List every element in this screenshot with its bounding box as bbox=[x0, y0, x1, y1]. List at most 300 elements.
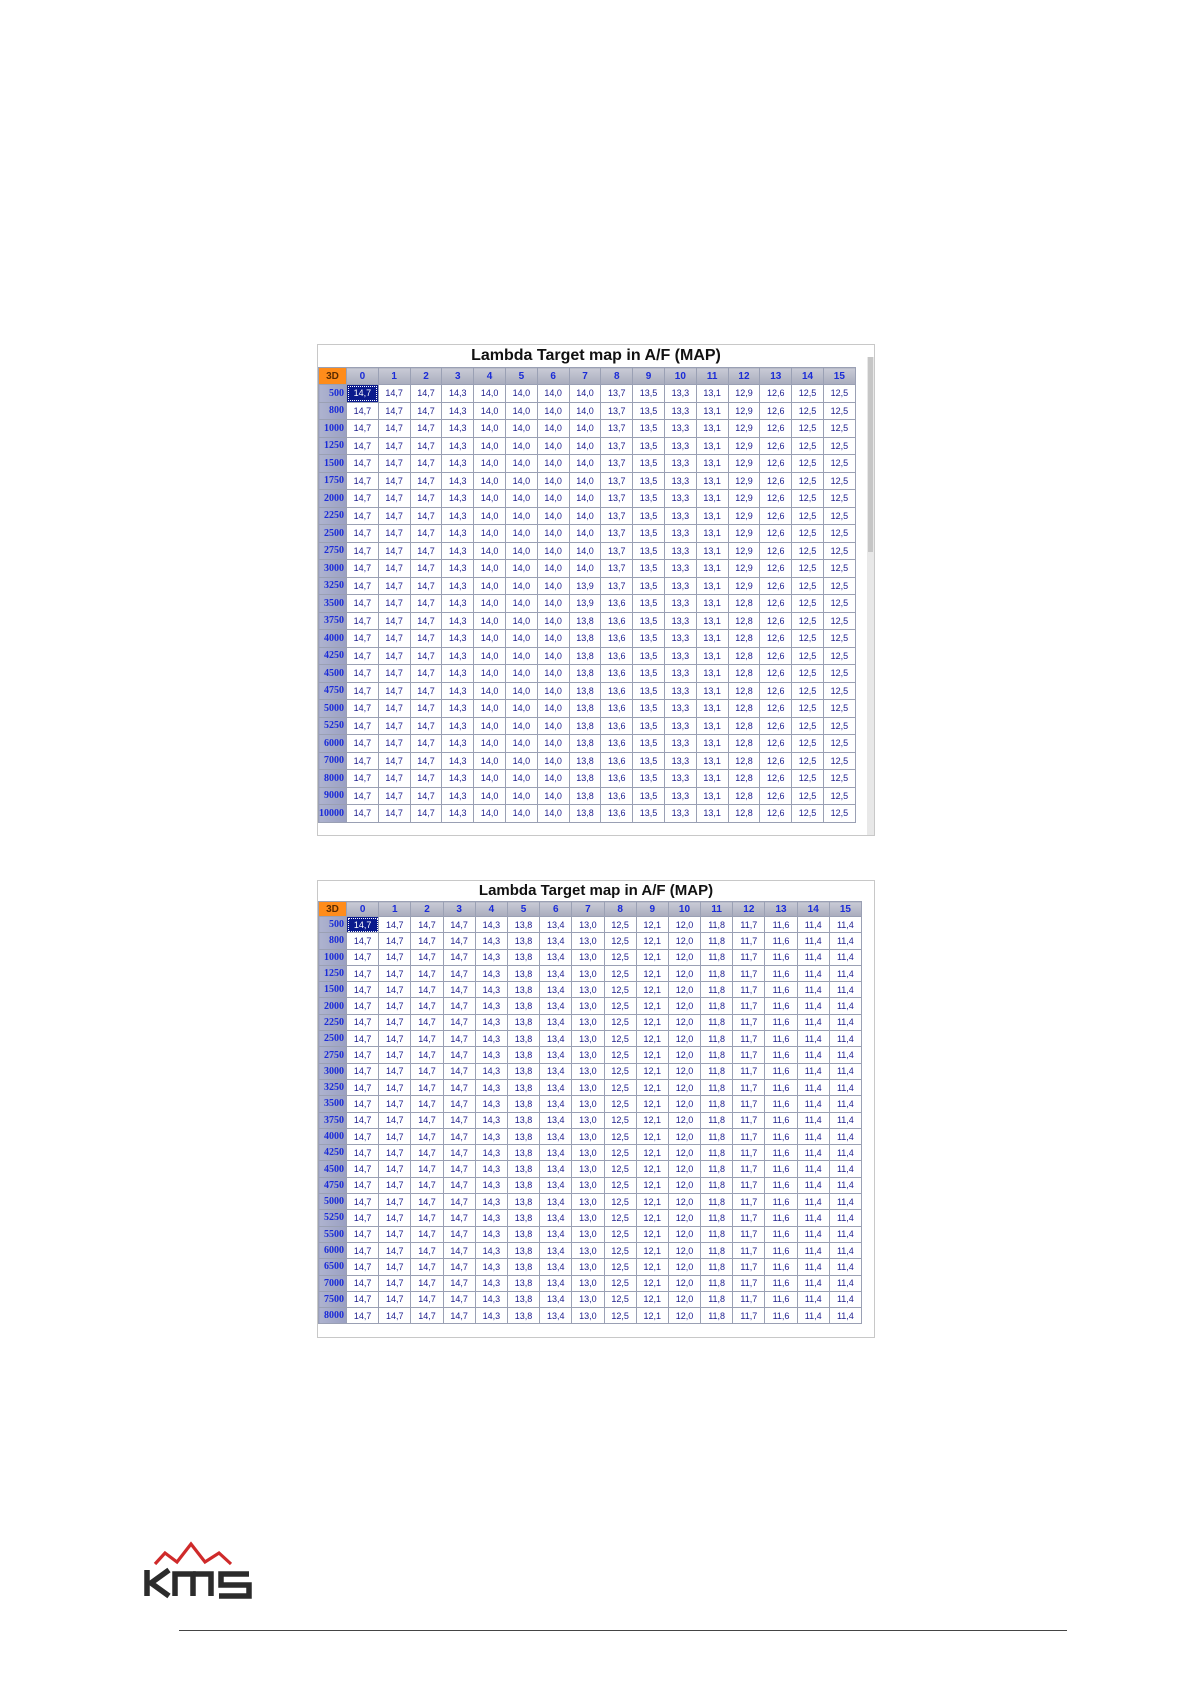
map-cell[interactable]: 11,7 bbox=[733, 1079, 765, 1095]
map-cell[interactable]: 12,5 bbox=[604, 1128, 636, 1144]
map-cell[interactable]: 14,0 bbox=[505, 437, 537, 455]
map-cell[interactable]: 11,7 bbox=[733, 1031, 765, 1047]
map-cell[interactable]: 12,6 bbox=[760, 665, 792, 683]
map-cell[interactable]: 13,5 bbox=[633, 770, 665, 788]
map-cell[interactable]: 13,4 bbox=[540, 1210, 572, 1226]
map-cell[interactable]: 12,5 bbox=[604, 1259, 636, 1275]
map-cell[interactable]: 14,3 bbox=[475, 1194, 507, 1210]
map-cell[interactable]: 13,8 bbox=[507, 1226, 539, 1242]
map-cell[interactable]: 14,7 bbox=[411, 965, 443, 981]
map-cell[interactable]: 14,7 bbox=[379, 998, 411, 1014]
map-cell[interactable]: 11,7 bbox=[733, 1112, 765, 1128]
map-cell[interactable]: 14,0 bbox=[537, 665, 569, 683]
map-cell[interactable]: 11,4 bbox=[797, 1079, 829, 1095]
map-cell[interactable]: 13,1 bbox=[696, 612, 728, 630]
map-cell[interactable]: 14,3 bbox=[475, 933, 507, 949]
map-cell[interactable]: 11,4 bbox=[829, 1063, 861, 1079]
map-cell[interactable]: 14,3 bbox=[442, 420, 474, 438]
map-cell[interactable]: 12,5 bbox=[823, 717, 855, 735]
map-cell[interactable]: 12,9 bbox=[728, 420, 760, 438]
map-cell[interactable]: 13,8 bbox=[569, 805, 601, 823]
map-cell[interactable]: 11,8 bbox=[701, 1047, 733, 1063]
row-header-rpm[interactable]: 3000 bbox=[319, 1063, 347, 1079]
map-cell[interactable]: 13,8 bbox=[569, 630, 601, 648]
map-cell[interactable]: 14,7 bbox=[378, 752, 410, 770]
map-cell[interactable]: 12,5 bbox=[823, 490, 855, 508]
map-cell[interactable]: 11,4 bbox=[829, 1161, 861, 1177]
map-cell[interactable]: 12,1 bbox=[636, 1079, 668, 1095]
map-cell[interactable]: 13,4 bbox=[540, 1096, 572, 1112]
map-cell[interactable]: 14,0 bbox=[505, 455, 537, 473]
map-cell[interactable]: 12,1 bbox=[636, 1031, 668, 1047]
map-cell[interactable]: 13,8 bbox=[507, 1096, 539, 1112]
map-cell[interactable]: 13,7 bbox=[601, 577, 633, 595]
column-header[interactable]: 11 bbox=[696, 368, 728, 385]
row-header-rpm[interactable]: 3250 bbox=[319, 1079, 347, 1095]
map-cell[interactable]: 14,3 bbox=[442, 560, 474, 578]
map-cell[interactable]: 14,0 bbox=[474, 647, 506, 665]
map-cell[interactable]: 13,4 bbox=[540, 1242, 572, 1258]
map-cell[interactable]: 13,1 bbox=[696, 682, 728, 700]
map-cell[interactable]: 14,0 bbox=[537, 717, 569, 735]
map-cell[interactable]: 14,3 bbox=[475, 1308, 507, 1324]
map-cell[interactable]: 14,0 bbox=[505, 752, 537, 770]
map-cell[interactable]: 14,7 bbox=[410, 595, 442, 613]
map-cell[interactable]: 11,8 bbox=[701, 1145, 733, 1161]
column-header[interactable]: 4 bbox=[474, 368, 506, 385]
map-cell[interactable]: 14,7 bbox=[443, 982, 475, 998]
map-cell[interactable]: 12,5 bbox=[604, 1063, 636, 1079]
map-cell[interactable]: 14,3 bbox=[442, 665, 474, 683]
map-cell[interactable]: 13,5 bbox=[633, 787, 665, 805]
map-cell[interactable]: 12,8 bbox=[728, 647, 760, 665]
row-header-rpm[interactable]: 2250 bbox=[319, 507, 347, 525]
map-cell[interactable]: 14,7 bbox=[378, 595, 410, 613]
map-cell[interactable]: 13,6 bbox=[601, 735, 633, 753]
map-cell[interactable]: 13,4 bbox=[540, 1112, 572, 1128]
map-cell[interactable]: 13,8 bbox=[507, 982, 539, 998]
map-cell[interactable]: 14,7 bbox=[410, 385, 442, 403]
map-cell[interactable]: 12,5 bbox=[604, 1242, 636, 1258]
map-cell[interactable]: 11,4 bbox=[829, 1308, 861, 1324]
row-header-rpm[interactable]: 4000 bbox=[319, 1128, 347, 1144]
map-cell[interactable]: 14,0 bbox=[505, 735, 537, 753]
map-cell[interactable]: 12,5 bbox=[604, 1308, 636, 1324]
map-cell[interactable]: 14,7 bbox=[378, 735, 410, 753]
map-cell[interactable]: 12,5 bbox=[792, 595, 824, 613]
map-cell[interactable]: 11,4 bbox=[829, 1096, 861, 1112]
row-header-rpm[interactable]: 1750 bbox=[319, 472, 347, 490]
map-cell[interactable]: 13,7 bbox=[601, 385, 633, 403]
map-cell[interactable]: 14,7 bbox=[410, 402, 442, 420]
map-cell[interactable]: 12,6 bbox=[760, 577, 792, 595]
map-cell[interactable]: 14,7 bbox=[411, 1128, 443, 1144]
map-cell[interactable]: 12,5 bbox=[823, 787, 855, 805]
map-cell[interactable]: 13,6 bbox=[601, 665, 633, 683]
map-cell[interactable]: 12,6 bbox=[760, 647, 792, 665]
map-cell[interactable]: 14,7 bbox=[443, 1177, 475, 1193]
map-cell[interactable]: 12,1 bbox=[636, 1259, 668, 1275]
corner-3d-button[interactable]: 3D bbox=[319, 368, 347, 385]
map-cell[interactable]: 14,0 bbox=[537, 455, 569, 473]
map-cell[interactable]: 14,0 bbox=[569, 455, 601, 473]
row-header-rpm[interactable]: 4750 bbox=[319, 682, 347, 700]
map-cell[interactable]: 14,7 bbox=[443, 949, 475, 965]
map-cell[interactable]: 12,5 bbox=[604, 1047, 636, 1063]
map-cell[interactable]: 14,7 bbox=[443, 1275, 475, 1291]
map-cell[interactable]: 14,0 bbox=[569, 542, 601, 560]
map-cell[interactable]: 12,6 bbox=[760, 542, 792, 560]
map-cell[interactable]: 14,0 bbox=[505, 507, 537, 525]
map-cell[interactable]: 12,5 bbox=[823, 752, 855, 770]
map-cell[interactable]: 12,0 bbox=[668, 1226, 700, 1242]
map-cell[interactable]: 14,0 bbox=[569, 385, 601, 403]
map-cell[interactable]: 13,6 bbox=[601, 700, 633, 718]
map-cell[interactable]: 14,0 bbox=[537, 630, 569, 648]
map-cell[interactable]: 11,6 bbox=[765, 1161, 797, 1177]
map-cell[interactable]: 14,7 bbox=[378, 472, 410, 490]
map-cell[interactable]: 14,0 bbox=[537, 647, 569, 665]
map-cell[interactable]: 14,3 bbox=[442, 577, 474, 595]
map-cell[interactable]: 13,8 bbox=[507, 1128, 539, 1144]
map-cell[interactable]: 13,7 bbox=[601, 490, 633, 508]
map-cell[interactable]: 12,5 bbox=[604, 949, 636, 965]
map-cell[interactable]: 13,1 bbox=[696, 805, 728, 823]
map-cell[interactable]: 14,7 bbox=[347, 1259, 379, 1275]
map-cell[interactable]: 13,0 bbox=[572, 1014, 604, 1030]
map-cell[interactable]: 14,0 bbox=[537, 490, 569, 508]
map-cell[interactable]: 11,4 bbox=[797, 917, 829, 933]
row-header-rpm[interactable]: 2750 bbox=[319, 542, 347, 560]
map-cell[interactable]: 11,7 bbox=[733, 1096, 765, 1112]
map-cell[interactable]: 14,7 bbox=[378, 647, 410, 665]
map-cell[interactable]: 14,7 bbox=[378, 700, 410, 718]
map-cell[interactable]: 13,7 bbox=[601, 455, 633, 473]
map-cell[interactable]: 13,8 bbox=[507, 917, 539, 933]
map-cell[interactable]: 14,0 bbox=[537, 735, 569, 753]
map-cell[interactable]: 12,0 bbox=[668, 965, 700, 981]
map-cell[interactable]: 11,8 bbox=[701, 1031, 733, 1047]
map-cell[interactable]: 12,6 bbox=[760, 507, 792, 525]
map-cell[interactable]: 11,6 bbox=[765, 1063, 797, 1079]
column-header[interactable]: 15 bbox=[829, 902, 861, 917]
column-header[interactable]: 10 bbox=[668, 902, 700, 917]
map-cell[interactable]: 14,0 bbox=[474, 490, 506, 508]
map-cell[interactable]: 13,0 bbox=[572, 1308, 604, 1324]
map-cell[interactable]: 14,0 bbox=[505, 490, 537, 508]
map-cell[interactable]: 12,5 bbox=[604, 1079, 636, 1095]
map-cell[interactable]: 14,0 bbox=[537, 595, 569, 613]
map-cell[interactable]: 14,7 bbox=[379, 1128, 411, 1144]
map-cell[interactable]: 14,7 bbox=[378, 612, 410, 630]
map-cell[interactable]: 11,4 bbox=[797, 1161, 829, 1177]
map-cell[interactable]: 13,0 bbox=[572, 1128, 604, 1144]
map-cell[interactable]: 11,6 bbox=[765, 917, 797, 933]
map-cell[interactable]: 12,0 bbox=[668, 1047, 700, 1063]
map-cell[interactable]: 14,7 bbox=[347, 1079, 379, 1095]
map-cell[interactable]: 14,3 bbox=[475, 1161, 507, 1177]
map-cell[interactable]: 14,7 bbox=[379, 1063, 411, 1079]
map-cell[interactable]: 11,4 bbox=[797, 1242, 829, 1258]
map-cell[interactable]: 13,7 bbox=[601, 420, 633, 438]
map-cell[interactable]: 11,4 bbox=[829, 1177, 861, 1193]
map-cell[interactable]: 11,6 bbox=[765, 982, 797, 998]
map-cell[interactable]: 12,1 bbox=[636, 1161, 668, 1177]
map-cell[interactable]: 14,7 bbox=[378, 420, 410, 438]
map-cell[interactable]: 14,7 bbox=[411, 1161, 443, 1177]
map-cell[interactable]: 13,1 bbox=[696, 735, 728, 753]
map-cell[interactable]: 13,3 bbox=[664, 665, 696, 683]
map-cell[interactable]: 12,1 bbox=[636, 1308, 668, 1324]
map-cell[interactable]: 13,7 bbox=[601, 402, 633, 420]
map-cell[interactable]: 14,0 bbox=[537, 560, 569, 578]
map-cell[interactable]: 13,1 bbox=[696, 455, 728, 473]
map-cell[interactable]: 12,9 bbox=[728, 437, 760, 455]
map-cell[interactable]: 14,0 bbox=[537, 770, 569, 788]
map-cell[interactable]: 13,3 bbox=[664, 420, 696, 438]
map-cell[interactable]: 11,8 bbox=[701, 1210, 733, 1226]
map-cell[interactable]: 14,3 bbox=[442, 630, 474, 648]
map-cell[interactable]: 13,4 bbox=[540, 1275, 572, 1291]
map-cell[interactable]: 14,0 bbox=[505, 665, 537, 683]
map-cell[interactable]: 13,5 bbox=[633, 560, 665, 578]
map-cell[interactable]: 14,7 bbox=[347, 735, 379, 753]
map-cell[interactable]: 11,4 bbox=[797, 1128, 829, 1144]
map-cell[interactable]: 12,6 bbox=[760, 752, 792, 770]
map-cell[interactable]: 14,7 bbox=[379, 1177, 411, 1193]
map-cell[interactable]: 14,7 bbox=[379, 1112, 411, 1128]
map-cell[interactable]: 11,4 bbox=[797, 949, 829, 965]
map-cell[interactable]: 12,0 bbox=[668, 1242, 700, 1258]
map-cell[interactable]: 11,8 bbox=[701, 1177, 733, 1193]
row-header-rpm[interactable]: 9000 bbox=[319, 787, 347, 805]
map-cell[interactable]: 12,5 bbox=[792, 472, 824, 490]
map-cell[interactable]: 14,7 bbox=[379, 1096, 411, 1112]
map-cell[interactable]: 14,7 bbox=[347, 595, 379, 613]
map-cell[interactable]: 12,5 bbox=[823, 665, 855, 683]
map-cell[interactable]: 14,7 bbox=[347, 752, 379, 770]
map-cell[interactable]: 12,5 bbox=[792, 770, 824, 788]
map-cell[interactable]: 14,7 bbox=[347, 542, 379, 560]
map-cell[interactable]: 13,8 bbox=[507, 1063, 539, 1079]
map-cell[interactable]: 14,0 bbox=[505, 542, 537, 560]
column-header[interactable]: 4 bbox=[475, 902, 507, 917]
map-cell[interactable]: 13,5 bbox=[633, 735, 665, 753]
map-cell[interactable]: 14,7 bbox=[410, 665, 442, 683]
map-cell[interactable]: 13,0 bbox=[572, 1242, 604, 1258]
map-cell[interactable]: 11,7 bbox=[733, 917, 765, 933]
map-cell[interactable]: 13,5 bbox=[633, 595, 665, 613]
selected-cell[interactable]: 14,7 bbox=[347, 385, 379, 403]
map-cell[interactable]: 14,7 bbox=[347, 1308, 379, 1324]
map-cell[interactable]: 14,7 bbox=[378, 787, 410, 805]
map-cell[interactable]: 13,8 bbox=[507, 1259, 539, 1275]
map-cell[interactable]: 11,4 bbox=[829, 917, 861, 933]
map-cell[interactable]: 14,0 bbox=[537, 507, 569, 525]
map-cell[interactable]: 12,5 bbox=[823, 507, 855, 525]
map-cell[interactable]: 12,5 bbox=[792, 437, 824, 455]
map-cell[interactable]: 14,0 bbox=[474, 595, 506, 613]
map-cell[interactable]: 12,8 bbox=[728, 735, 760, 753]
map-cell[interactable]: 11,6 bbox=[765, 1226, 797, 1242]
map-cell[interactable]: 14,7 bbox=[410, 507, 442, 525]
map-cell[interactable]: 13,3 bbox=[664, 752, 696, 770]
map-cell[interactable]: 11,4 bbox=[829, 1226, 861, 1242]
map-cell[interactable]: 13,3 bbox=[664, 647, 696, 665]
map-cell[interactable]: 13,3 bbox=[664, 507, 696, 525]
map-cell[interactable]: 12,1 bbox=[636, 998, 668, 1014]
map-cell[interactable]: 14,7 bbox=[379, 1226, 411, 1242]
map-cell[interactable]: 12,0 bbox=[668, 1112, 700, 1128]
map-cell[interactable]: 13,0 bbox=[572, 917, 604, 933]
map-cell[interactable]: 14,3 bbox=[475, 1291, 507, 1307]
map-cell[interactable]: 12,5 bbox=[604, 965, 636, 981]
map-cell[interactable]: 13,8 bbox=[507, 1161, 539, 1177]
row-header-rpm[interactable]: 4500 bbox=[319, 1161, 347, 1177]
map-cell[interactable]: 14,0 bbox=[474, 630, 506, 648]
map-cell[interactable]: 12,0 bbox=[668, 1210, 700, 1226]
map-cell[interactable]: 14,0 bbox=[537, 700, 569, 718]
column-header[interactable]: 0 bbox=[347, 368, 379, 385]
map-cell[interactable]: 12,0 bbox=[668, 1063, 700, 1079]
map-cell[interactable]: 14,7 bbox=[411, 1210, 443, 1226]
map-cell[interactable]: 12,5 bbox=[823, 385, 855, 403]
map-cell[interactable]: 14,7 bbox=[379, 933, 411, 949]
map-cell[interactable]: 12,6 bbox=[760, 455, 792, 473]
map-cell[interactable]: 13,8 bbox=[507, 949, 539, 965]
map-cell[interactable]: 14,3 bbox=[442, 770, 474, 788]
map-cell[interactable]: 11,8 bbox=[701, 1063, 733, 1079]
row-header-rpm[interactable]: 3500 bbox=[319, 1096, 347, 1112]
map-cell[interactable]: 12,5 bbox=[604, 1096, 636, 1112]
map-cell[interactable]: 14,3 bbox=[442, 525, 474, 543]
map-cell[interactable]: 12,6 bbox=[760, 682, 792, 700]
map-cell[interactable]: 11,7 bbox=[733, 1145, 765, 1161]
map-cell[interactable]: 13,1 bbox=[696, 595, 728, 613]
map-cell[interactable]: 14,0 bbox=[505, 385, 537, 403]
map-cell[interactable]: 11,7 bbox=[733, 1275, 765, 1291]
map-cell[interactable]: 14,0 bbox=[505, 402, 537, 420]
map-cell[interactable]: 13,4 bbox=[540, 1079, 572, 1095]
map-cell[interactable]: 14,3 bbox=[442, 595, 474, 613]
map-cell[interactable]: 14,0 bbox=[505, 787, 537, 805]
map-cell[interactable]: 12,1 bbox=[636, 1128, 668, 1144]
map-cell[interactable]: 12,9 bbox=[728, 525, 760, 543]
map-cell[interactable]: 13,3 bbox=[664, 402, 696, 420]
map-cell[interactable]: 14,7 bbox=[443, 1291, 475, 1307]
map-cell[interactable]: 11,4 bbox=[797, 933, 829, 949]
map-cell[interactable]: 12,0 bbox=[668, 949, 700, 965]
map-cell[interactable]: 14,7 bbox=[347, 1145, 379, 1161]
map-cell[interactable]: 14,7 bbox=[347, 770, 379, 788]
map-cell[interactable]: 14,0 bbox=[474, 735, 506, 753]
map-cell[interactable]: 14,0 bbox=[474, 455, 506, 473]
map-cell[interactable]: 14,0 bbox=[537, 577, 569, 595]
row-header-rpm[interactable]: 7500 bbox=[319, 1291, 347, 1307]
map-cell[interactable]: 14,7 bbox=[347, 490, 379, 508]
map-cell[interactable]: 14,7 bbox=[411, 933, 443, 949]
map-cell[interactable]: 14,3 bbox=[475, 965, 507, 981]
map-cell[interactable]: 12,0 bbox=[668, 1161, 700, 1177]
map-cell[interactable]: 12,6 bbox=[760, 420, 792, 438]
map-cell[interactable]: 14,7 bbox=[410, 805, 442, 823]
map-cell[interactable]: 11,4 bbox=[829, 1079, 861, 1095]
map-cell[interactable]: 13,3 bbox=[664, 560, 696, 578]
column-header[interactable]: 6 bbox=[537, 368, 569, 385]
map-cell[interactable]: 14,7 bbox=[347, 420, 379, 438]
map-cell[interactable]: 13,5 bbox=[633, 437, 665, 455]
vertical-scrollbar[interactable] bbox=[867, 357, 874, 835]
map-cell[interactable]: 14,7 bbox=[443, 1128, 475, 1144]
map-cell[interactable]: 12,0 bbox=[668, 917, 700, 933]
map-cell[interactable]: 12,8 bbox=[728, 630, 760, 648]
map-cell[interactable]: 13,8 bbox=[507, 1145, 539, 1161]
map-cell[interactable]: 12,5 bbox=[823, 630, 855, 648]
map-cell[interactable]: 12,8 bbox=[728, 752, 760, 770]
map-cell[interactable]: 11,7 bbox=[733, 1047, 765, 1063]
map-cell[interactable]: 12,5 bbox=[823, 647, 855, 665]
map-cell[interactable]: 14,0 bbox=[474, 665, 506, 683]
map-cell[interactable]: 14,3 bbox=[442, 455, 474, 473]
map-cell[interactable]: 13,3 bbox=[664, 490, 696, 508]
map-cell[interactable]: 11,4 bbox=[797, 1014, 829, 1030]
map-cell[interactable]: 12,5 bbox=[792, 402, 824, 420]
map-cell[interactable]: 14,3 bbox=[475, 949, 507, 965]
map-cell[interactable]: 14,7 bbox=[347, 1014, 379, 1030]
map-cell[interactable]: 11,4 bbox=[829, 1242, 861, 1258]
map-cell[interactable]: 12,0 bbox=[668, 1194, 700, 1210]
map-cell[interactable]: 14,0 bbox=[474, 525, 506, 543]
map-cell[interactable]: 12,0 bbox=[668, 1275, 700, 1291]
row-header-rpm[interactable]: 8000 bbox=[319, 1308, 347, 1324]
map-cell[interactable]: 14,7 bbox=[379, 1031, 411, 1047]
map-cell[interactable]: 13,3 bbox=[664, 805, 696, 823]
row-header-rpm[interactable]: 2750 bbox=[319, 1047, 347, 1063]
map-cell[interactable]: 13,8 bbox=[507, 1194, 539, 1210]
map-cell[interactable]: 13,6 bbox=[601, 682, 633, 700]
map-cell[interactable]: 14,7 bbox=[378, 665, 410, 683]
map-cell[interactable]: 11,4 bbox=[797, 1096, 829, 1112]
map-cell[interactable]: 14,0 bbox=[505, 682, 537, 700]
map-cell[interactable]: 14,0 bbox=[505, 525, 537, 543]
map-cell[interactable]: 12,1 bbox=[636, 1047, 668, 1063]
map-cell[interactable]: 14,0 bbox=[569, 560, 601, 578]
map-cell[interactable]: 13,3 bbox=[664, 542, 696, 560]
map-cell[interactable]: 11,8 bbox=[701, 1242, 733, 1258]
map-cell[interactable]: 14,7 bbox=[411, 917, 443, 933]
map-cell[interactable]: 11,6 bbox=[765, 933, 797, 949]
row-header-rpm[interactable]: 3750 bbox=[319, 1112, 347, 1128]
map-cell[interactable]: 11,4 bbox=[797, 1177, 829, 1193]
map-cell[interactable]: 14,7 bbox=[443, 1079, 475, 1095]
map-cell[interactable]: 14,0 bbox=[537, 402, 569, 420]
column-header[interactable]: 9 bbox=[636, 902, 668, 917]
map-cell[interactable]: 11,7 bbox=[733, 1210, 765, 1226]
map-cell[interactable]: 14,7 bbox=[378, 630, 410, 648]
map-cell[interactable]: 13,3 bbox=[664, 437, 696, 455]
map-cell[interactable]: 14,7 bbox=[347, 949, 379, 965]
map-cell[interactable]: 13,0 bbox=[572, 965, 604, 981]
map-cell[interactable]: 12,6 bbox=[760, 595, 792, 613]
map-cell[interactable]: 12,6 bbox=[760, 787, 792, 805]
map-cell[interactable]: 13,8 bbox=[507, 1112, 539, 1128]
map-cell[interactable]: 12,5 bbox=[792, 490, 824, 508]
map-cell[interactable]: 12,5 bbox=[792, 525, 824, 543]
map-cell[interactable]: 14,0 bbox=[537, 525, 569, 543]
map-cell[interactable]: 14,7 bbox=[443, 1112, 475, 1128]
map-cell[interactable]: 14,7 bbox=[347, 1112, 379, 1128]
map-cell[interactable]: 14,0 bbox=[474, 472, 506, 490]
